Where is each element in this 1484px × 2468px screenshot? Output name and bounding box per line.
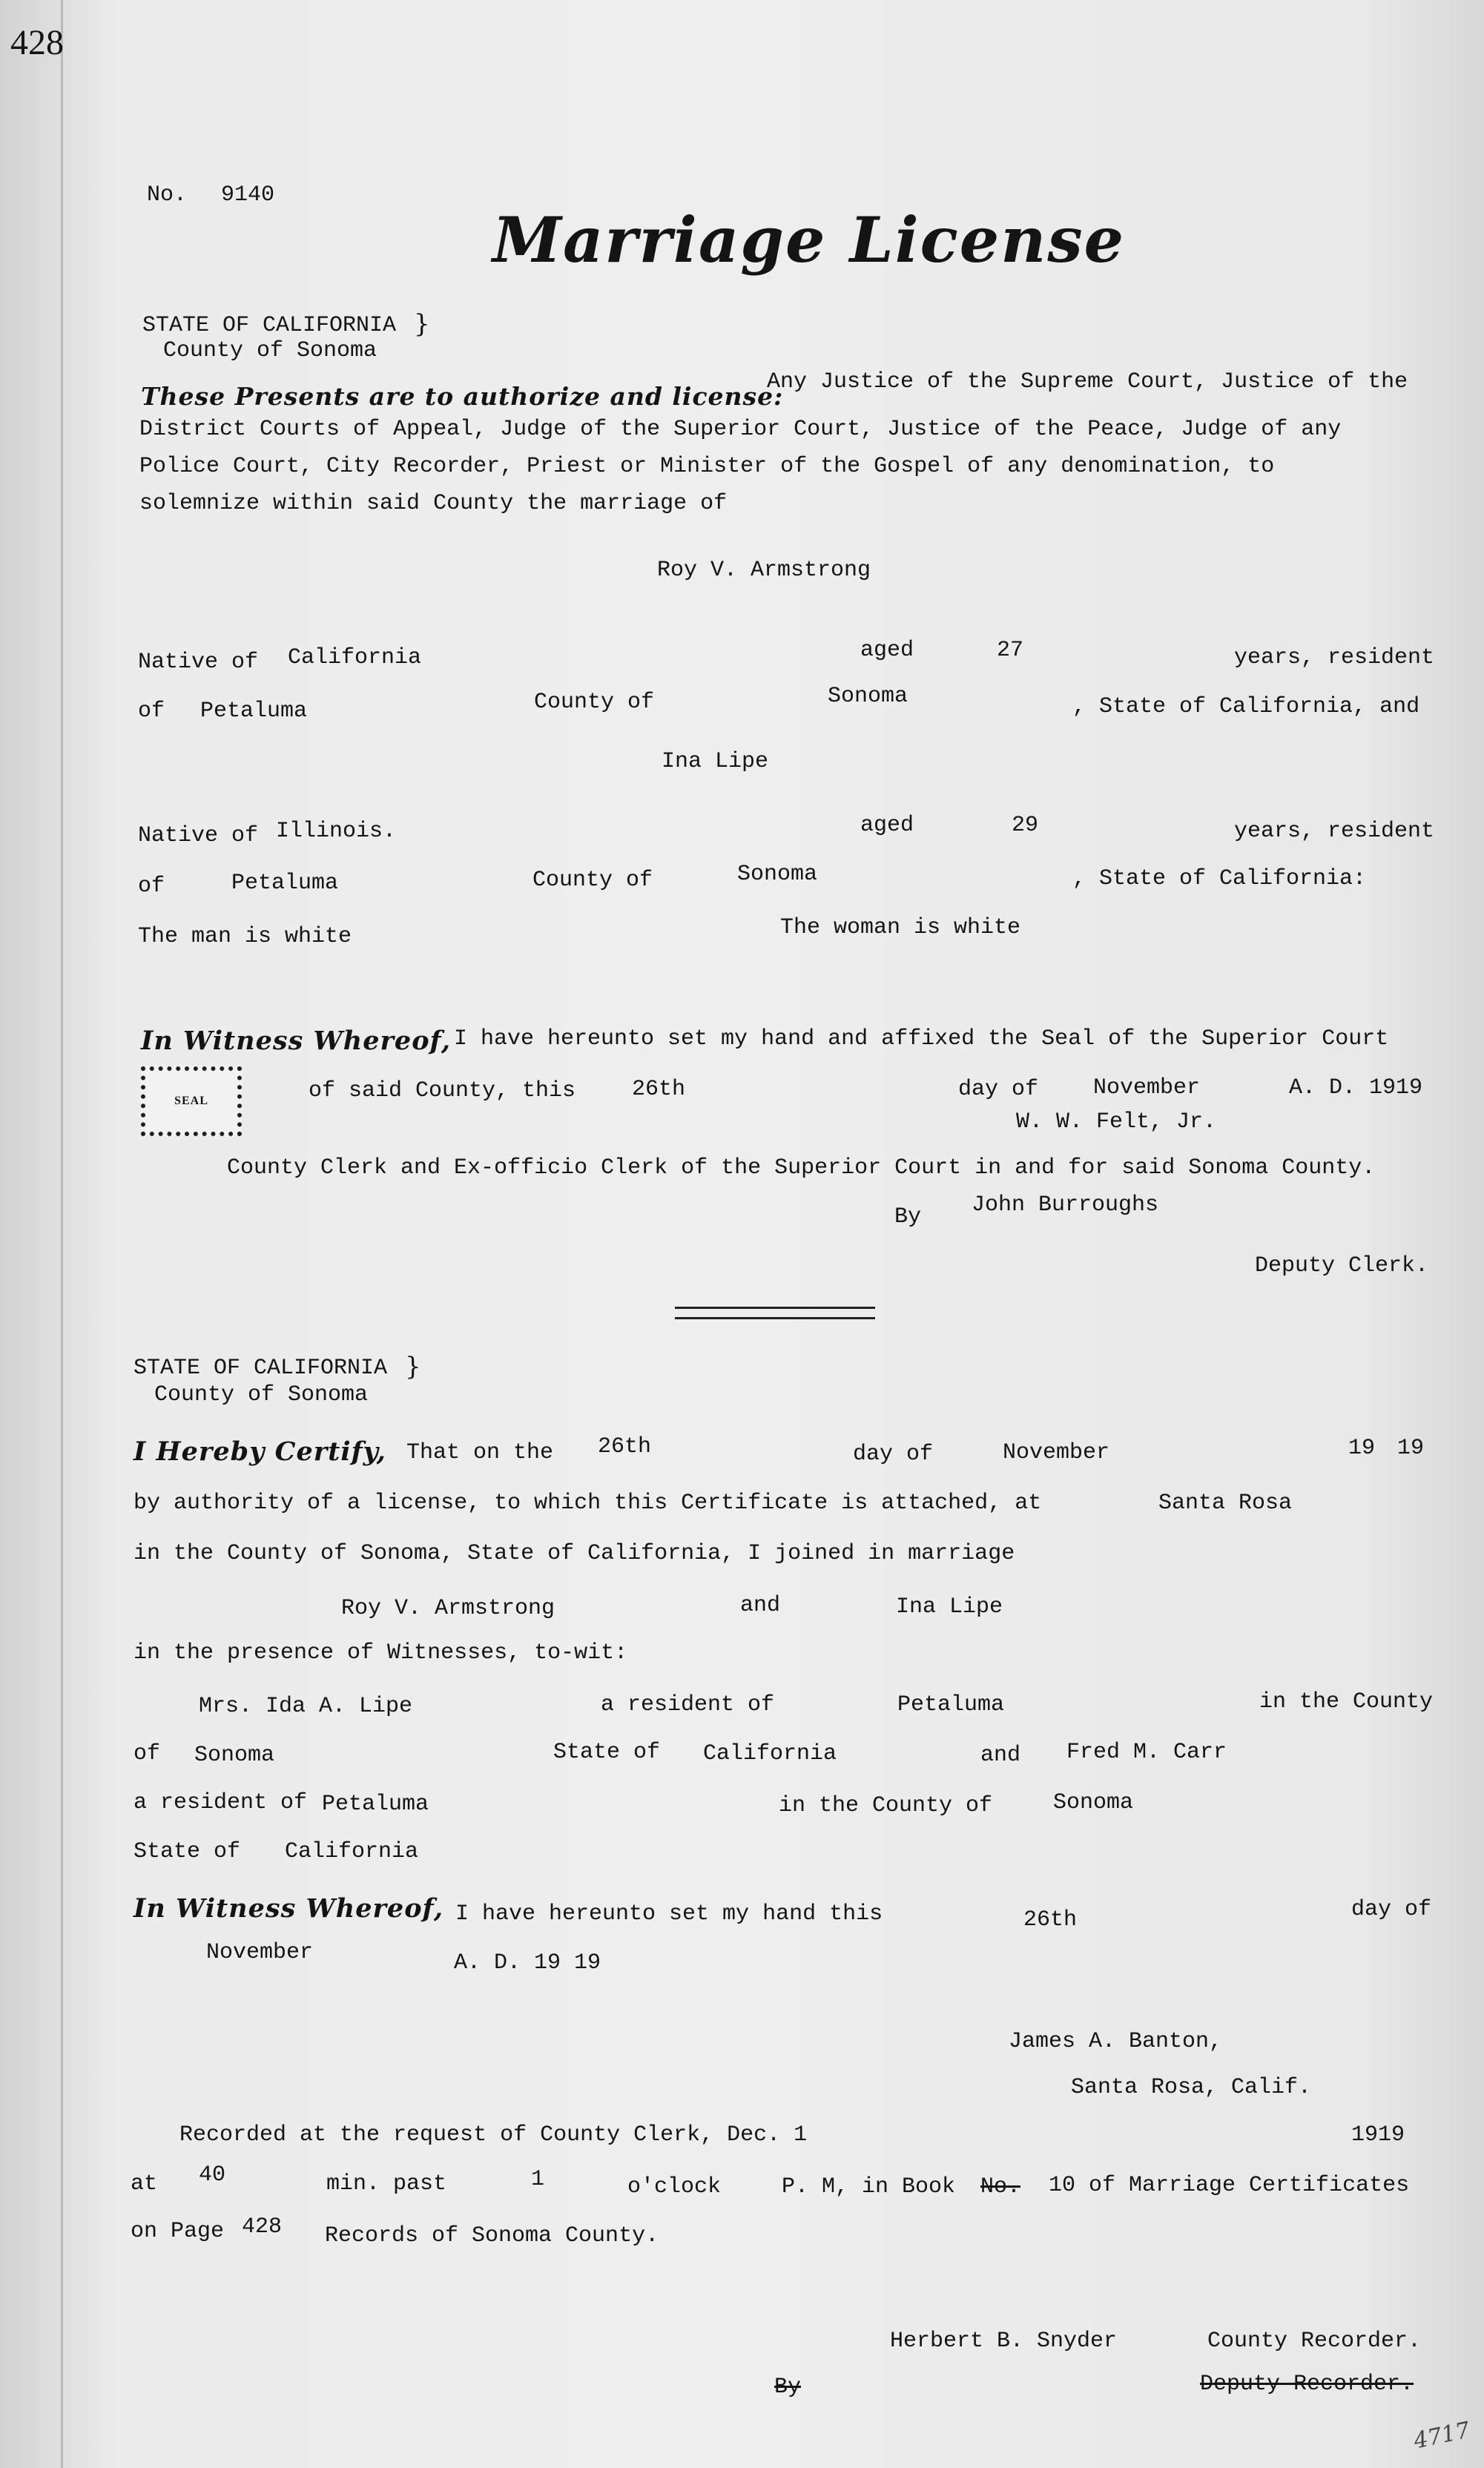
seal-stamp (141, 1066, 242, 1136)
clerk-title: County Clerk and Ex-officio Clerk of the Superior Court in and for said Sonoma County. (227, 1155, 1376, 1181)
presents-line-4: solemnize within said County the marriage of (139, 491, 728, 516)
woman-race: The woman is white (780, 915, 1021, 940)
license-number-label: No. (147, 182, 188, 208)
officiant-name: James A. Banton, (1009, 2029, 1223, 2054)
witness1-in-the-county: in the County (1259, 1689, 1434, 1715)
clerk-name: W. W. Felt, Jr. (1016, 1109, 1217, 1135)
recorder-by-struck: By (774, 2375, 802, 2400)
certificate-year-suffix: 19 (1397, 1436, 1425, 1461)
recorded-page: 428 (242, 2214, 283, 2240)
license-day: 26th (632, 1077, 686, 1102)
license-witness-heading: In Witness Whereof, (141, 1026, 452, 1056)
witness1-of-label: of (133, 1741, 161, 1766)
bride-county-label: County of (532, 868, 653, 893)
recorder-title: County Recorder. (1207, 2329, 1422, 2354)
document-title: Marriage License (492, 203, 1126, 277)
deputy-recorder-struck: Deputy Recorder. (1200, 2372, 1414, 2397)
man-race: The man is white (138, 924, 352, 949)
recorded-minutes: 40 (199, 2162, 226, 2188)
witness1-name: Mrs. Ida A. Lipe (199, 1694, 413, 1719)
witness1-state: California (703, 1741, 837, 1766)
groom-native-label: Native of (138, 650, 259, 675)
witness2-state-of: State of (133, 1839, 241, 1864)
deputy-name: John Burroughs (972, 1192, 1159, 1218)
groom-of-label: of (138, 699, 165, 724)
certificate-day: 26th (598, 1434, 652, 1459)
recorded-no-struck: No. (980, 2174, 1021, 2200)
seal-label: SEAL (174, 1095, 208, 1107)
witness2-state: California (285, 1839, 419, 1864)
officiant-place: Santa Rosa, Calif. (1071, 2075, 1312, 2100)
groom-age: 27 (997, 638, 1024, 663)
witness2-in-county-of: in the County of (779, 1793, 993, 1818)
certificate-witness-text: I have hereunto set my hand this (455, 1901, 883, 1927)
groom-state-text: , State of California, and (1072, 694, 1420, 719)
recorded-records-text: Records of Sonoma County. (325, 2223, 659, 2248)
license-day-of: day of (958, 1077, 1039, 1102)
section-divider-bottom (675, 1317, 875, 1319)
license-number: 9140 (221, 182, 275, 208)
groom-years-resident: years, resident (1234, 645, 1435, 670)
presents-line-3: Police Court, City Recorder, Priest or Minister of the Gospel of any denomination, to (139, 454, 1275, 479)
bride-years-resident: years, resident (1234, 819, 1435, 844)
certificate-month: November (1003, 1440, 1110, 1465)
bride-city: Petaluma (231, 871, 339, 896)
bride-state-text: , State of California: (1072, 866, 1367, 891)
license-month: November (1093, 1075, 1201, 1101)
witness1-state-of: State of (553, 1740, 661, 1765)
bride-native: Illinois. (276, 819, 397, 844)
recorded-text: Recorded at the request of County Clerk, Dec. 1 (179, 2122, 808, 2148)
presents-line-2: District Courts of Appeal, Judge of the Superior Court, Justice of the Peace, Judge of any (139, 417, 1342, 442)
license-ad-year: A. D. 1919 (1289, 1075, 1423, 1101)
deputy-title: Deputy Clerk. (1255, 1253, 1429, 1278)
bride-native-label: Native of (138, 823, 259, 848)
recorded-at-label: at (131, 2171, 158, 2197)
witness1-city: Petaluma (897, 1692, 1005, 1718)
witness1-resident-of: a resident of (601, 1692, 775, 1718)
binding-edge (61, 0, 63, 2468)
authority-text: by authority of a license, to which this Certificate is attached, at (133, 1491, 1042, 1516)
recorder-name: Herbert B. Snyder (890, 2329, 1118, 2354)
recorded-year: 1919 (1351, 2122, 1405, 2148)
groom-aged-label: aged (860, 638, 914, 663)
groom-city: Petaluma (200, 699, 308, 724)
bride-of-label: of (138, 874, 165, 899)
recorded-pm: P. M, in Book (782, 2174, 956, 2200)
presents-heading: These Presents are to authorize and license: (141, 382, 784, 411)
certificate-brace: } (405, 1352, 421, 1382)
certificate-county: County of Sonoma (154, 1382, 369, 1408)
license-state: STATE OF CALIFORNIA (142, 313, 397, 338)
witness1-county: Sonoma (194, 1743, 275, 1768)
certificate-year-prefix: 19 (1348, 1436, 1376, 1461)
certificate-bride: Ina Lipe (896, 1594, 1003, 1620)
recorded-oclock: o'clock (627, 2174, 722, 2200)
presents-line-1: Any Justice of the Supreme Court, Justice of the (767, 369, 1408, 395)
certificate-and: and (740, 1593, 781, 1618)
presence-text: in the presence of Witnesses, to-wit: (133, 1640, 628, 1666)
section-divider-top (675, 1307, 875, 1309)
groom-county: Sonoma (828, 684, 908, 709)
license-county: County of Sonoma (163, 338, 377, 363)
recorded-min-past: min. past (326, 2171, 447, 2197)
bride-aged-label: aged (860, 813, 914, 838)
bride-name: Ina Lipe (662, 749, 769, 774)
page-number: 428 (10, 23, 64, 62)
recorded-book-text: 10 of Marriage Certificates (1049, 2173, 1410, 2198)
certify-heading: I Hereby Certify, (133, 1436, 386, 1467)
joined-text: in the County of Sonoma, State of California, I joined in marriage (133, 1541, 1015, 1566)
that-on-the: That on the (406, 1440, 554, 1465)
recorded-on-page-label: on Page (131, 2219, 225, 2244)
license-brace: } (414, 309, 430, 339)
groom-county-label: County of (534, 690, 655, 715)
certificate-sign-year: A. D. 19 19 (454, 1950, 601, 1976)
certificate-sign-day: 26th (1023, 1907, 1078, 1933)
certificate-witness-heading: In Witness Whereof, (133, 1893, 444, 1924)
witness2-city: Petaluma (322, 1792, 429, 1817)
license-witness-text: I have hereunto set my hand and affixed the Seal of the Superior Court (454, 1026, 1389, 1052)
certificate-groom: Roy V. Armstrong (341, 1596, 555, 1621)
bride-age: 29 (1012, 813, 1039, 838)
groom-name: Roy V. Armstrong (657, 558, 871, 583)
groom-native: California (288, 645, 422, 670)
recorded-hour: 1 (531, 2167, 545, 2192)
witness2-county: Sonoma (1053, 1790, 1134, 1815)
marriage-place: Santa Rosa (1158, 1491, 1293, 1516)
bride-county: Sonoma (737, 862, 818, 887)
margin-mark: 4717 (1411, 2417, 1473, 2455)
deputy-by-label: By (894, 1204, 922, 1230)
certificate-sign-month: November (206, 1940, 314, 1965)
certificate-sign-day-of: day of (1351, 1897, 1432, 1922)
witness-and: and (980, 1743, 1021, 1768)
witness2-name: Fred M. Carr (1066, 1740, 1227, 1765)
of-said-county: of said County, this (309, 1078, 576, 1103)
certificate-day-of: day of (853, 1442, 934, 1467)
certificate-state: STATE OF CALIFORNIA (133, 1356, 388, 1381)
witness2-resident-of: a resident of (133, 1790, 308, 1815)
